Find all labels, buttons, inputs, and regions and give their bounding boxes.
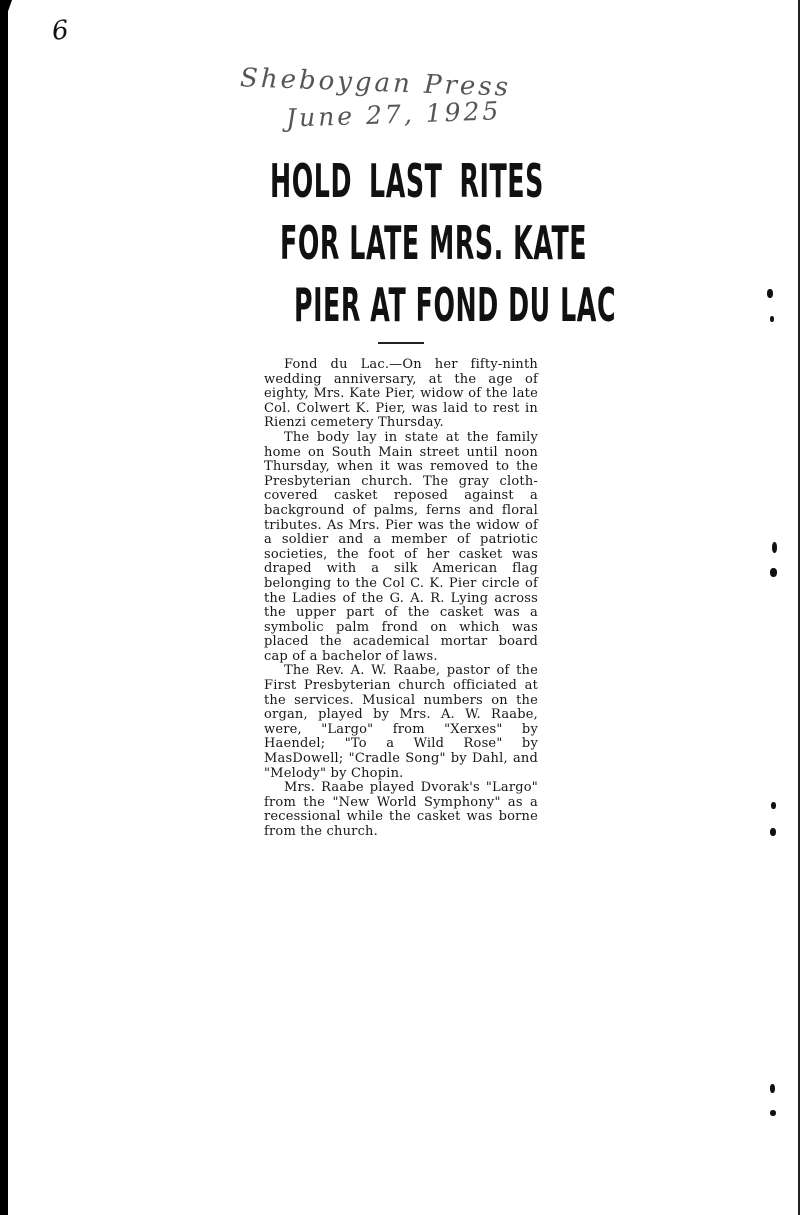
article-paragraph: The Rev. A. W. Raabe, pastor of the First Presbyterian church officiated at the services. Musical numbers on the organ, played by Mrs. A. W. Raabe, were, "Largo" from "Xerxes" by Haendel; "To a Wild Rose" by MasDowell; "Cradle Song" by Dahl, and "Melody" by Chopin. — [264, 663, 538, 781]
binding-mark-icon — [770, 1084, 775, 1093]
article-headline — [264, 150, 617, 336]
scan-corner-shadow — [0, 0, 12, 34]
binding-mark-icon — [770, 316, 774, 322]
article-paragraph: Mrs. Raabe played Dvorak's "Largo" from the "New World Symphony" as a recessional while the casket was borne from the church. — [264, 780, 538, 839]
binding-mark-icon — [770, 828, 776, 836]
binding-mark-icon — [771, 802, 776, 809]
binding-mark-icon — [772, 542, 777, 553]
headline-divider-rule — [378, 342, 424, 344]
article-paragraph: Fond du Lac.—On her fifty-ninth wedding anniversary, at the age of eighty, Mrs. Kate Pier, widow of the late Col. Colwert K. Pier, was laid to rest in Rienzi cemetery Thursday. — [264, 357, 538, 431]
handwritten-date-note: June 27, 1925 — [285, 96, 502, 133]
headline-line-2: FOR LATE MRS. KATE — [280, 216, 588, 270]
scan-edge-shadow — [0, 0, 8, 1215]
handwritten-page-number: 6 — [50, 15, 71, 47]
headline-line-1: HOLD LAST RITES — [270, 154, 544, 208]
handwritten-source-note: Sheboygan Press — [239, 63, 512, 103]
article-paragraph: The body lay in state at the family home on South Main street until noon Thursday, when it was removed to the Presbyterian church. The gray cloth-covered casket reposed against a background of palms, ferns and floral tributes. As Mrs. Pier was the widow of a soldier and a member of patriotic societies, the foot of her casket was draped with a silk American flag belonging to the Col C. K. Pier circle of the Ladies of the G. A. R. Lying across the upper part of the casket was a symbolic palm frond on which was placed the academical mortar board cap of a bachelor of laws. — [264, 429, 538, 664]
article-body — [264, 358, 538, 840]
headline-line-3: PIER AT FOND DU LAC — [294, 278, 617, 332]
binding-mark-icon — [770, 568, 777, 577]
binding-mark-icon — [767, 289, 773, 298]
binding-mark-icon — [770, 1110, 776, 1116]
